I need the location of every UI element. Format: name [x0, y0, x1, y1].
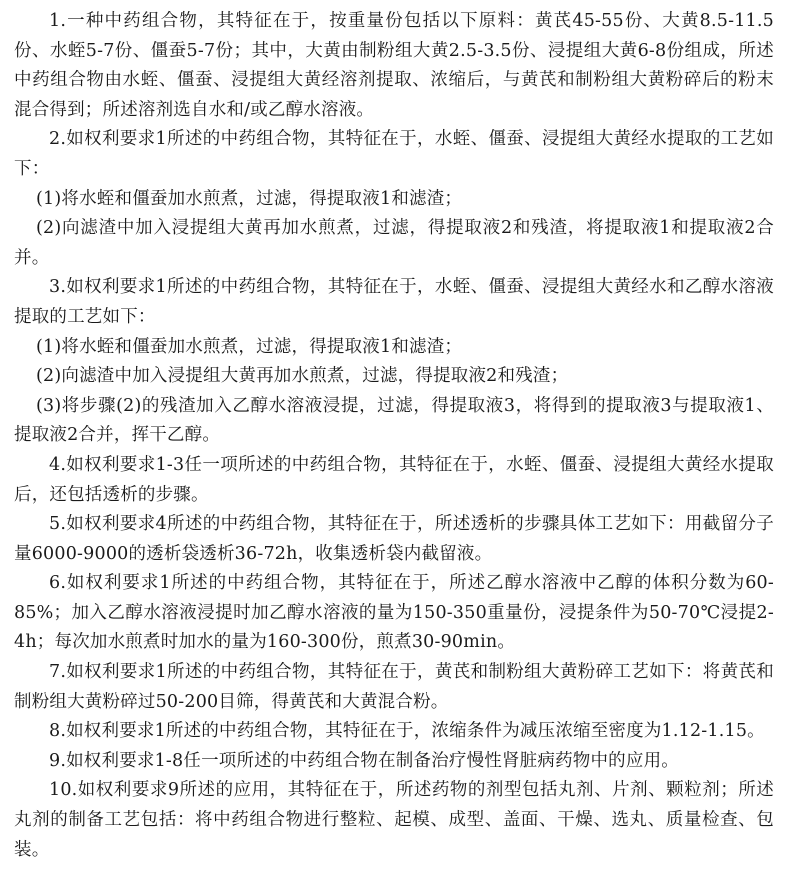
claim-6: 6.如权利要求1所述的中药组合物，其特征在于，所述乙醇水溶液中乙醇的体积分数为60-85%；加入乙醇水溶液浸提时加乙醇水溶液的量为150-350重量份，浸提条件为50-70℃浸提2-4h；每次加水煎煮时加水的量为160-300份，煎煮30-90min。	[14, 573, 774, 653]
claim-5: 5.如权利要求4所述的中药组合物，其特征在于，所述透析的步骤具体工艺如下：用截留分子量6000-9000的透析袋透析36-72h，收集透析袋内截留液。	[14, 514, 774, 564]
claim-9: 9.如权利要求1-8任一项所述的中药组合物在制备治疗慢性肾脏病药物中的应用。	[49, 750, 679, 771]
claim-10: 10.如权利要求9所述的应用，其特征在于，所述药物的剂型包括丸剂、片剂、颗粒剂；所述丸剂的制备工艺包括：将中药组合物进行整粒、起模、成型、盖面、干燥、选丸、质量检查、包装。	[14, 780, 774, 860]
claim-4: 4.如权利要求1-3任一项所述的中药组合物，其特征在于，水蛭、僵蚕、浸提组大黄经水提取后，还包括透析的步骤。	[14, 454, 774, 505]
claim-3-step-1: (1)将水蛭和僵蚕加水煎煮，过滤，得提取液1和滤渣；	[36, 336, 463, 357]
claim-3: 3.如权利要求1所述的中药组合物，其特征在于，水蛭、僵蚕、浸提组大黄经水和乙醇水溶液提取的工艺如下：	[14, 277, 774, 327]
claim-8: 8.如权利要求1所述的中药组合物，其特征在于，浓缩条件为减压浓缩至密度为1.12-1.15。	[49, 721, 765, 742]
claim-3-step-2: (2)向滤渣中加入浸提组大黄再加水煎煮，过滤，得提取液2和残渣；	[36, 366, 569, 387]
claim-3-step-3: (3)将步骤(2)的残渣加入乙醇水溶液浸提，过滤，得提取液3，将得到的提取液3与提取液1、提取液2合并，挥干乙醇。	[14, 395, 774, 446]
claim-1: 1.一种中药组合物，其特征在于，按重量份包括以下原料：黄芪45-55份、大黄8.5-11.5份、水蛭5-7份、僵蚕5-7份；其中，大黄由制粉组大黄2.5-3.5份、浸提组大黄6-8份组成，所述中药组合物由水蛭、僵蚕、浸提组大黄经溶剂提取、浓缩后，与黄芪和制粉组大黄粉碎后的粉末混合得到；所述溶剂选自水和/或乙醇水溶液。	[14, 11, 774, 120]
claim-7: 7.如权利要求1所述的中药组合物，其特征在于，黄芪和制粉组大黄粉碎工艺如下：将黄芪和制粉组大黄粉碎过50-200目筛，得黄芪和大黄混合粉。	[14, 662, 774, 712]
claim-2: 2.如权利要求1所述的中药组合物，其特征在于，水蛭、僵蚕、浸提组大黄经水提取的工艺如下：	[14, 129, 774, 179]
claim-2-step-2: (2)向滤渣中加入浸提组大黄再加水煎煮，过滤，得提取液2和残渣，将提取液1和提取液2合并。	[14, 218, 774, 268]
claim-2-step-1: (1)将水蛭和僵蚕加水煎煮，过滤，得提取液1和滤渣；	[36, 188, 463, 209]
